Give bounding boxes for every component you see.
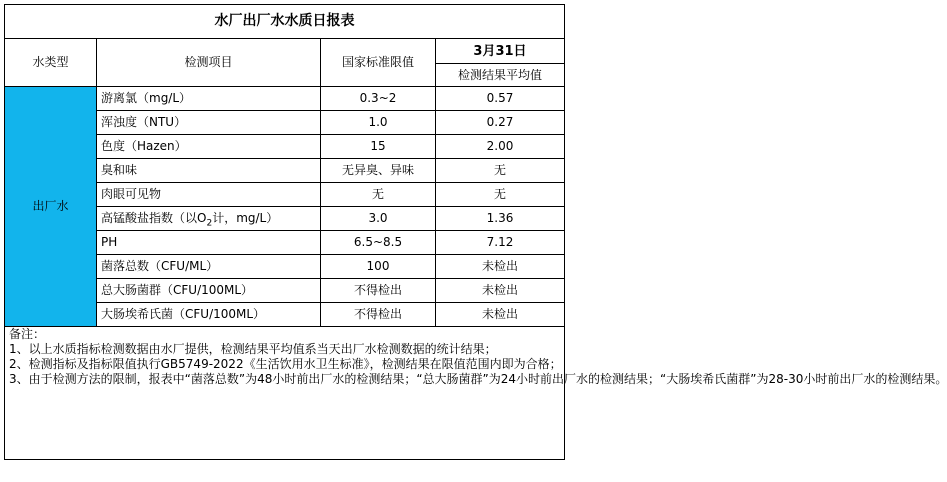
standard-cell: 3.0	[321, 207, 436, 231]
header-result-average: 检测结果平均值	[436, 64, 565, 87]
item-cell: 色度（Hazen）	[97, 135, 321, 159]
standard-cell: 15	[321, 135, 436, 159]
item-cell: 浑浊度（NTU）	[97, 111, 321, 135]
result-cell: 0.27	[436, 111, 565, 135]
standard-cell: 无异臭、异味	[321, 159, 436, 183]
standard-cell: 不得检出	[321, 279, 436, 303]
standard-cell: 无	[321, 183, 436, 207]
header-water-type: 水类型	[5, 39, 97, 87]
item-text-pre: 高锰酸盐指数（以O	[101, 211, 207, 225]
item-cell: 大肠埃希氏菌（CFU/100ML）	[97, 303, 321, 327]
report-title: 水厂出厂水水质日报表	[5, 5, 565, 39]
result-cell: 无	[436, 183, 565, 207]
water-quality-table	[4, 4, 947, 460]
header-test-item: 检测项目	[97, 39, 321, 87]
result-cell: 0.57	[436, 87, 565, 111]
item-text-post: 计，mg/L）	[212, 211, 279, 225]
header-date: 3月31日	[436, 39, 565, 64]
standard-cell: 6.5~8.5	[321, 231, 436, 255]
note-item: 2、检测指标及指标限值执行GB5749-2022《生活饮用水卫生标准》，检测结果在限值范围内即为合格；	[9, 357, 562, 371]
water-type-cell: 出厂水	[5, 87, 97, 327]
standard-cell: 0.3~2	[321, 87, 436, 111]
result-cell: 2.00	[436, 135, 565, 159]
item-cell: 菌落总数（CFU/ML）	[97, 255, 321, 279]
notes-cell	[5, 327, 947, 460]
header-standard-limit: 国家标准限值	[321, 39, 436, 87]
result-cell: 未检出	[436, 279, 565, 303]
item-cell: 臭和味	[97, 159, 321, 183]
item-cell: 肉眼可见物	[97, 183, 321, 207]
note-item: 1、以上水质指标检测数据由水厂提供，检测结果平均值系当天出厂水检测数据的统计结果；	[9, 342, 497, 356]
item-cell: PH	[97, 231, 321, 255]
standard-cell: 100	[321, 255, 436, 279]
standard-cell: 不得检出	[321, 303, 436, 327]
result-cell: 未检出	[436, 303, 565, 327]
note-item: 3、由于检测方法的限制，报表中“菌落总数”为48小时前出厂水的检测结果；“总大肠菌群”为24小时前出厂水的检测结果；“大肠埃希氏菌群”为28-30小时前出厂水的检测结果。	[9, 372, 947, 386]
standard-cell: 1.0	[321, 111, 436, 135]
result-cell: 未检出	[436, 255, 565, 279]
notes-heading: 备注：	[9, 327, 46, 341]
result-cell: 无	[436, 159, 565, 183]
item-cell: 总大肠菌群（CFU/100ML）	[97, 279, 321, 303]
table-row	[5, 87, 565, 111]
result-cell: 1.36	[436, 207, 565, 231]
item-text-subscript: 2	[206, 218, 213, 229]
item-cell	[97, 207, 321, 231]
result-cell: 7.12	[436, 231, 565, 255]
item-cell: 游离氯（mg/L）	[97, 87, 321, 111]
